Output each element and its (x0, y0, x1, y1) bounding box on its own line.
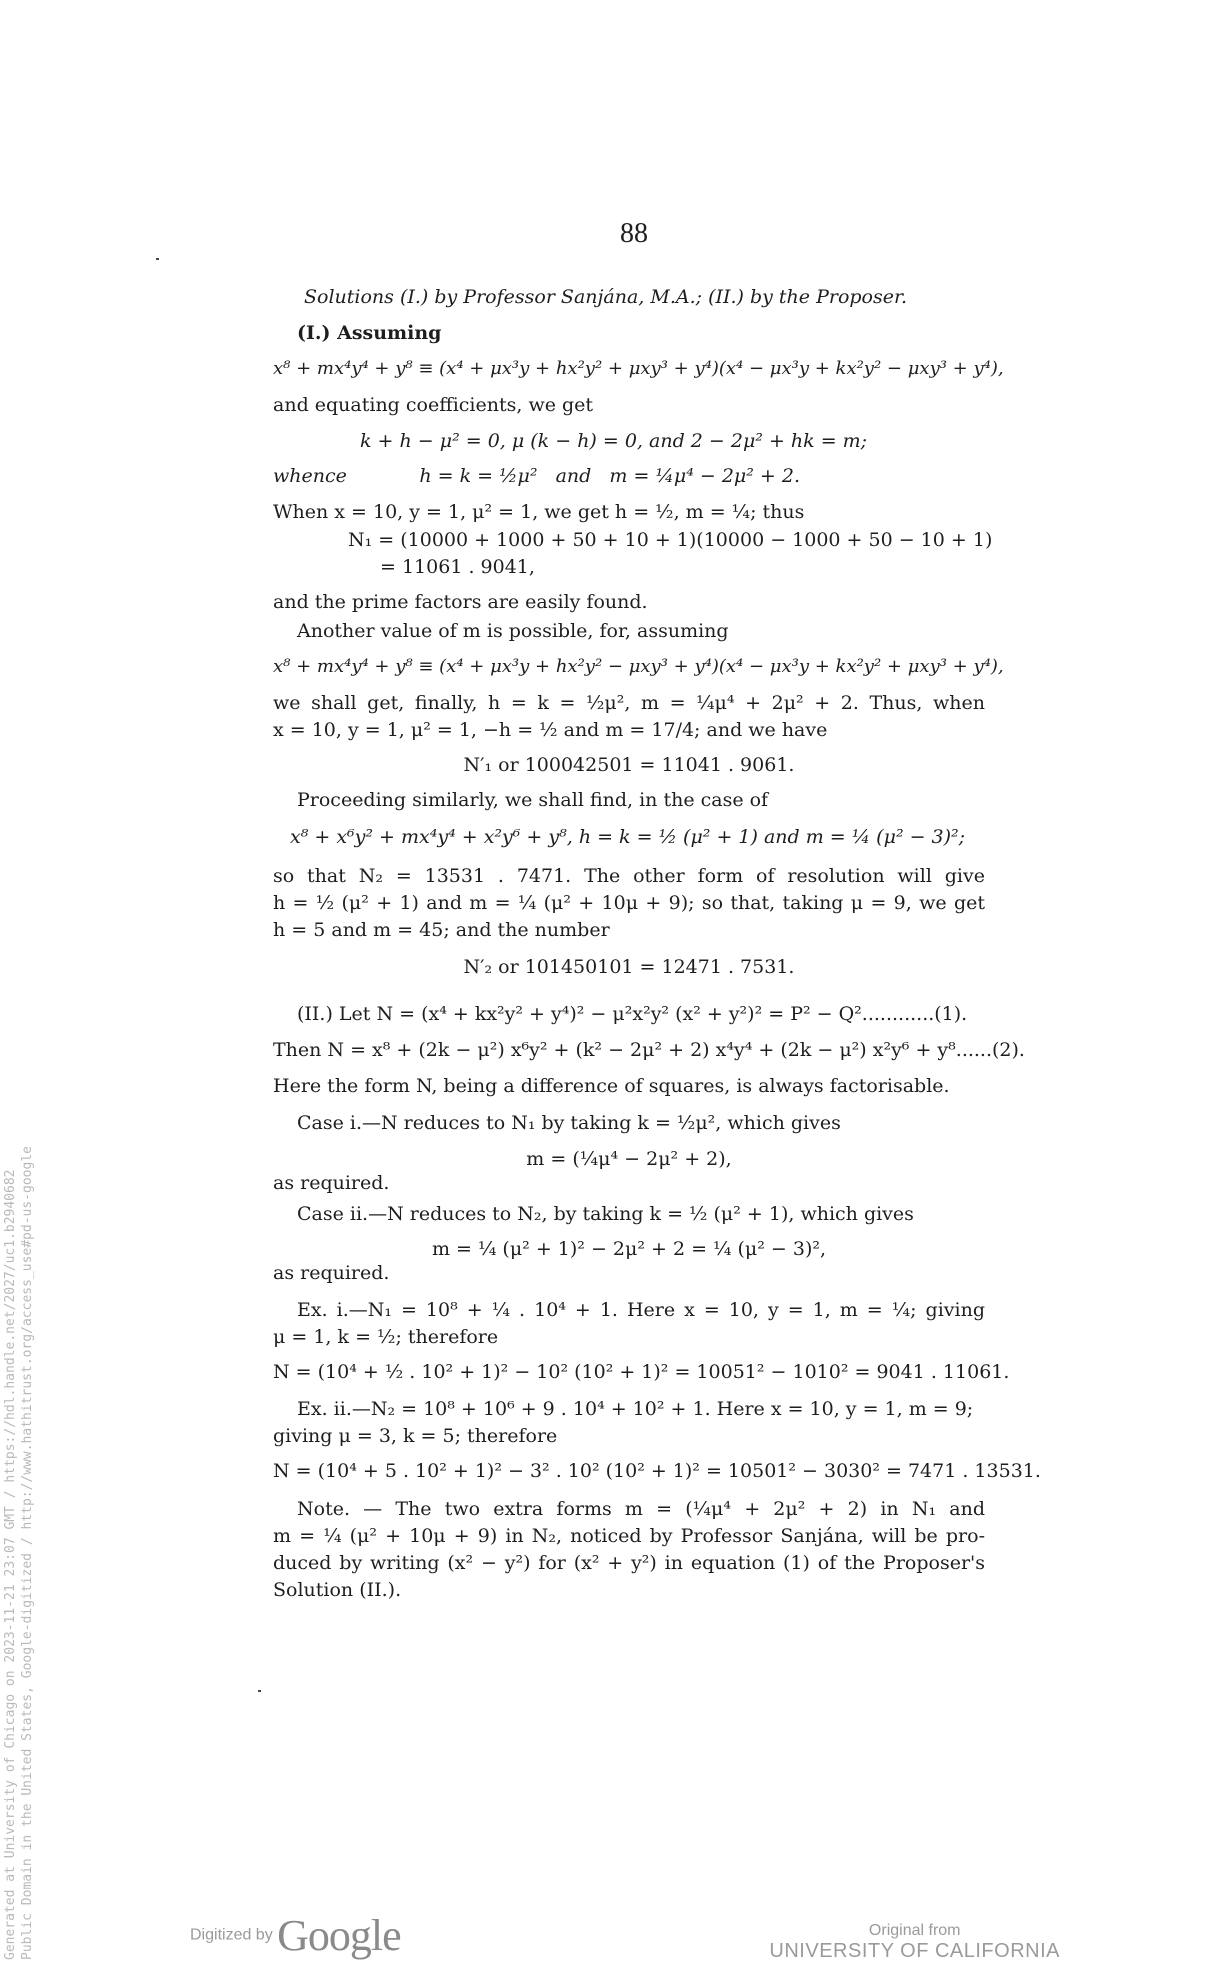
digitized-label: Digitized by (190, 1926, 273, 1944)
google-logo: Google (277, 1911, 401, 1960)
note-line: duced by writing (x² − y²) for (x² + y²) in equation (1) of the Proposer's (273, 1552, 985, 1574)
note-line: Note. — The two extra forms m = (¼μ⁴ + 2μ² + 2) in N₁ and (297, 1498, 985, 1520)
equation-n1-result: = 11061 . 9041, (380, 556, 535, 578)
equation-ii-then: Then N = x⁸ + (2k − μ²) x⁶y² + (k² − 2μ² + 2) x⁴y⁴ + (2k − μ²) x²y⁶ + y⁸......(2). (273, 1039, 1025, 1061)
text-line: giving μ = 3, k = 5; therefore (273, 1425, 558, 1447)
text-line: so that N₂ = 13531 . 7471. The other form of resolution will give (273, 865, 985, 887)
text-line: h = 5 and m = 45; and the number (273, 919, 610, 941)
text-line: as required. (273, 1262, 390, 1284)
equation-case-n2: x⁸ + x⁶y² + mx⁴y⁴ + x²y⁶ + y⁸, h = k = ½ (μ² + 1) and m = ¼ (μ² − 3)²; (290, 826, 966, 848)
equation-ii-let: (II.) Let N = (x⁴ + kx²y² + y⁴)² − μ²x²y² (x² + y²)² = P² − Q²............(1). (297, 1003, 968, 1025)
equation-n1: N₁ = (10000 + 1000 + 50 + 10 + 1)(10000 − 1000 + 50 − 10 + 1) (348, 529, 993, 551)
text-line: x = 10, y = 1, μ² = 1, −h = ½ and m = 17/4; and we have (273, 719, 828, 741)
equation-coefficients: k + h − μ² = 0, μ (k − h) = 0, and 2 − 2μ² + hk = m; (360, 430, 868, 452)
equation-n2-prime: N′₂ or 101450101 = 12471 . 7531. (463, 956, 795, 978)
equation-n1-prime: N′₁ or 100042501 = 11041 . 9061. (463, 754, 795, 776)
text-line: When x = 10, y = 1, μ² = 1, we get h = ½, m = ¼; thus (273, 501, 805, 523)
section-heading-i: (I.) Assuming (297, 322, 442, 344)
equation-case-ii: m = ¼ (μ² + 1)² − 2μ² + 2 = ¼ (μ² − 3)², (431, 1238, 827, 1260)
scan-speck (156, 258, 159, 260)
page-number: 88 (620, 218, 648, 249)
equation-whence: whence h = k = ½μ² and m = ¼μ⁴ − 2μ² + 2. (273, 465, 801, 487)
example-i-line: Ex. i.—N₁ = 10⁸ + ¼ . 10⁴ + 1. Here x = 10, y = 1, m = ¼; giving (297, 1299, 985, 1321)
equation-example-ii: N = (10⁴ + 5 . 10² + 1)² − 3² . 10² (10² + 1)² = 10501² − 3030² = 7471 . 13531. (273, 1460, 1041, 1482)
case-i-line: Case i.—N reduces to N₁ by taking k = ½μ², which gives (297, 1112, 841, 1134)
text-line: h = ½ (μ² + 1) and m = ¼ (μ² + 10μ + 9); so that, taking μ = 9, we get (273, 892, 985, 914)
text-line: and the prime factors are easily found. (273, 591, 648, 613)
text-line: Another value of m is possible, for, assuming (297, 620, 729, 642)
digitized-by-google (190, 1910, 401, 1961)
text-line: as required. (273, 1172, 390, 1194)
example-ii-line: Ex. ii.—N₂ = 10⁸ + 10⁶ + 9 . 10⁴ + 10² + 1. Here x = 10, y = 1, m = 9; (297, 1398, 974, 1420)
equation-identity-2: x⁸ + mx⁴y⁴ + y⁸ ≡ (x⁴ + μx³y + hx²y² − μxy³ + y⁴)(x⁴ − μx³y + kx²y² + μxy³ + y⁴), (273, 656, 1004, 677)
text-line: we shall get, finally, h = k = ½μ², m = ¼μ⁴ + 2μ² + 2. Thus, when (273, 692, 985, 714)
text-line: Proceeding similarly, we shall find, in the case of (297, 789, 769, 811)
text-line: Here the form N, being a difference of squares, is always factorisable. (273, 1075, 950, 1097)
original-from (769, 1922, 1060, 1963)
solutions-heading: Solutions (I.) by Professor Sanjána, M.A.; (II.) by the Proposer. (304, 286, 908, 308)
equation-example-i: N = (10⁴ + ½ . 10² + 1)² − 10² (10² + 1)² = 10051² − 1010² = 9041 . 11061. (273, 1361, 1010, 1383)
note-line: Solution (II.). (273, 1579, 402, 1601)
watermark-line: Generated at University of Chicago on 2023-11-21 23:07 GMT / https://hdl.handle.net/2027/uc1.b2940682 (3, 1169, 18, 1960)
case-ii-line: Case ii.—N reduces to N₂, by taking k = ½ (μ² + 1), which gives (297, 1203, 914, 1225)
note-line: m = ¼ (μ² + 10μ + 9) in N₂, noticed by Professor Sanjána, will be pro- (273, 1525, 985, 1547)
institution-name: UNIVERSITY OF CALIFORNIA (769, 1940, 1060, 1962)
scan-speck (258, 1690, 261, 1692)
original-from-label: Original from (868, 1922, 961, 1939)
text-line: μ = 1, k = ½; therefore (273, 1326, 499, 1348)
watermark-line: Public Domain in the United States, Google-digitized / http://www.hathitrust.org/access_use#pd-us-google (20, 1146, 35, 1960)
equation-case-i: m = (¼μ⁴ − 2μ² + 2), (526, 1148, 732, 1170)
equation-identity-1: x⁸ + mx⁴y⁴ + y⁸ ≡ (x⁴ + μx³y + hx²y² + μxy³ + y⁴)(x⁴ − μx³y + kx²y² − μxy³ + y⁴), (273, 358, 1004, 379)
hathitrust-watermark (2, 1146, 36, 1960)
text-line: and equating coefficients, we get (273, 394, 594, 416)
